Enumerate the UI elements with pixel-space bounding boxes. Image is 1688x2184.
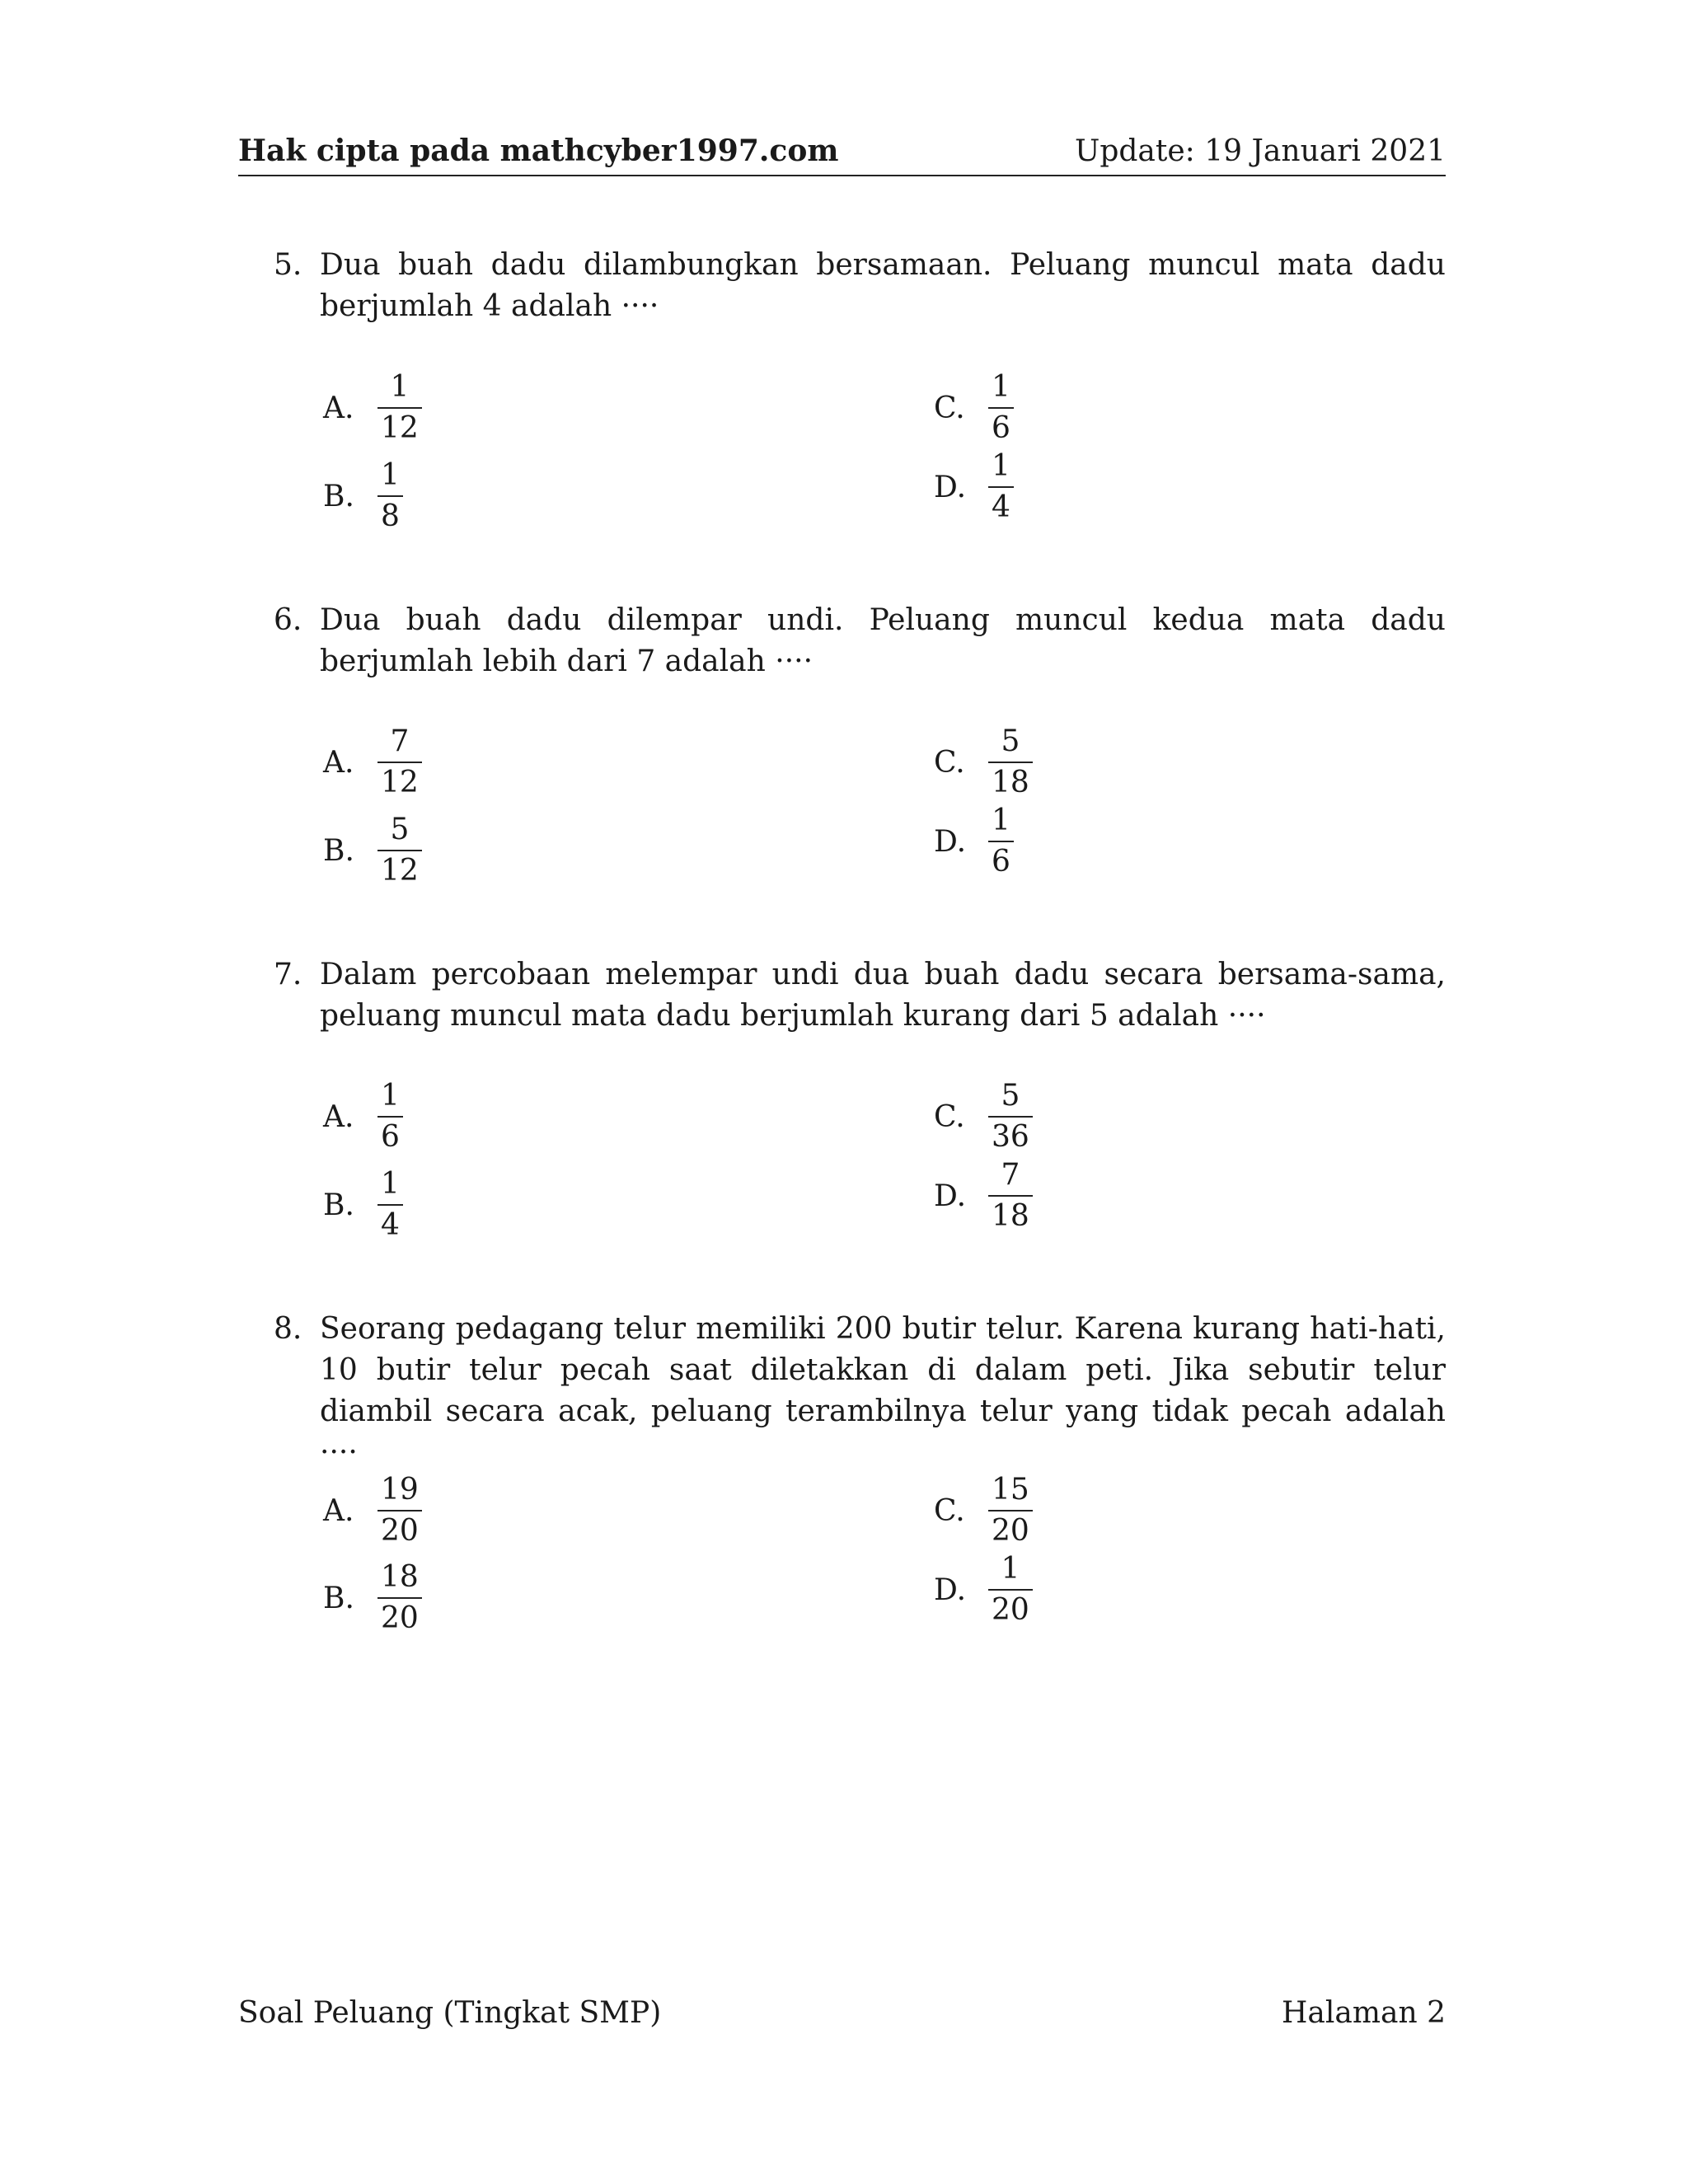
fraction xyxy=(377,725,422,799)
denominator: 18 xyxy=(992,1199,1029,1233)
numerator: 19 xyxy=(381,1473,419,1507)
fraction xyxy=(988,1159,1033,1233)
option-a xyxy=(323,371,422,445)
option-b xyxy=(323,813,422,888)
denominator: 8 xyxy=(381,499,400,533)
denominator: 12 xyxy=(381,411,419,445)
denominator: 36 xyxy=(992,1120,1029,1154)
numerator: 15 xyxy=(992,1473,1029,1507)
question-5 xyxy=(274,245,1446,327)
numerator: 1 xyxy=(381,458,400,492)
fraction xyxy=(377,371,422,445)
option-label: D. xyxy=(934,470,967,504)
fraction xyxy=(377,813,422,888)
option-a xyxy=(323,1080,403,1154)
numerator: 5 xyxy=(1001,1079,1020,1113)
page-footer xyxy=(238,1996,1446,2037)
question-number: 5. xyxy=(274,248,302,282)
option-label: C. xyxy=(934,391,965,425)
option-d xyxy=(934,450,1014,524)
denominator: 4 xyxy=(992,490,1010,524)
denominator: 18 xyxy=(992,766,1029,799)
option-d xyxy=(934,804,1014,879)
fraction xyxy=(988,804,1014,879)
page-number: Halaman 2 xyxy=(1282,1996,1446,2030)
page-header xyxy=(238,135,1446,176)
footer-title: Soal Peluang (Tingkat SMP) xyxy=(238,1996,662,2030)
question-text: Seorang pedagang telur memiliki 200 butir telur. Karena kurang hati-hati, 10 butir telur pecah saat diletakkan di dalam peti. Jika sebutir telur diambil secara acak, peluang terambilnya telur yang tidak pecah adalah ···· xyxy=(320,1312,1446,1469)
numerator: 5 xyxy=(390,813,410,846)
option-label: B. xyxy=(323,833,354,868)
numerator: 1 xyxy=(1001,1552,1020,1586)
fraction xyxy=(988,1553,1033,1627)
denominator: 6 xyxy=(992,411,1010,445)
question-8 xyxy=(274,1309,1446,1474)
question-number: 6. xyxy=(274,603,302,637)
fraction xyxy=(377,1080,403,1154)
question-text: Dua buah dadu dilempar undi. Peluang muncul kedua mata dadu berjumlah lebih dari 7 adalah ···· xyxy=(320,603,1446,678)
option-b xyxy=(323,1561,422,1635)
denominator: 20 xyxy=(992,1593,1029,1627)
question-text: Dua buah dadu dilambungkan bersamaan. Peluang muncul mata dadu berjumlah 4 adalah ···· xyxy=(320,248,1446,323)
copyright-text: Hak cipta pada mathcyber1997.com xyxy=(238,134,839,168)
question-number: 8. xyxy=(274,1312,302,1346)
option-c xyxy=(934,1474,1033,1548)
numerator: 1 xyxy=(992,449,1010,483)
option-label: B. xyxy=(323,1188,354,1222)
option-label: D. xyxy=(934,1572,967,1607)
denominator: 12 xyxy=(381,766,419,799)
option-label: B. xyxy=(323,479,354,513)
numerator: 1 xyxy=(992,804,1010,837)
denominator: 20 xyxy=(381,1514,419,1548)
fraction xyxy=(988,450,1014,524)
fraction xyxy=(988,1080,1033,1154)
update-date: Update: 19 Januari 2021 xyxy=(1075,134,1446,168)
numerator: 5 xyxy=(1001,724,1020,758)
numerator: 1 xyxy=(381,1079,400,1113)
numerator: 1 xyxy=(381,1167,400,1201)
option-label: A. xyxy=(323,391,354,425)
denominator: 20 xyxy=(992,1514,1029,1548)
option-label: C. xyxy=(934,1493,965,1528)
option-c xyxy=(934,371,1014,445)
option-label: A. xyxy=(323,1493,354,1528)
question-number: 7. xyxy=(274,958,302,991)
fraction xyxy=(377,1561,422,1635)
option-b xyxy=(323,459,403,533)
fraction xyxy=(377,1474,422,1548)
numerator: 1 xyxy=(992,370,1010,404)
numerator: 18 xyxy=(381,1560,419,1594)
option-c xyxy=(934,725,1033,799)
option-a xyxy=(323,725,422,799)
fraction xyxy=(988,725,1033,799)
option-label: B. xyxy=(323,1581,354,1615)
option-label: C. xyxy=(934,1099,965,1134)
option-c xyxy=(934,1080,1033,1154)
option-d xyxy=(934,1159,1033,1233)
option-label: D. xyxy=(934,1179,967,1213)
question-text: Dalam percobaan melempar undi dua buah dadu secara bersama-sama, peluang muncul mata dadu berjumlah kurang dari 5 adalah ···· xyxy=(320,958,1446,1033)
option-label: D. xyxy=(934,824,967,859)
fraction xyxy=(988,1474,1033,1548)
option-d xyxy=(934,1553,1033,1627)
denominator: 4 xyxy=(381,1208,400,1242)
denominator: 12 xyxy=(381,854,419,888)
numerator: 7 xyxy=(1001,1158,1020,1192)
option-label: A. xyxy=(323,1099,354,1134)
option-b xyxy=(323,1168,403,1242)
numerator: 7 xyxy=(390,724,410,758)
question-7 xyxy=(274,954,1446,1037)
numerator: 1 xyxy=(390,370,410,404)
option-a xyxy=(323,1474,422,1548)
fraction xyxy=(377,459,403,533)
denominator: 6 xyxy=(381,1120,400,1154)
denominator: 6 xyxy=(992,845,1010,879)
denominator: 20 xyxy=(381,1601,419,1635)
option-label: C. xyxy=(934,745,965,780)
question-6 xyxy=(274,600,1446,682)
option-label: A. xyxy=(323,745,354,780)
fraction xyxy=(377,1168,403,1242)
fraction xyxy=(988,371,1014,445)
